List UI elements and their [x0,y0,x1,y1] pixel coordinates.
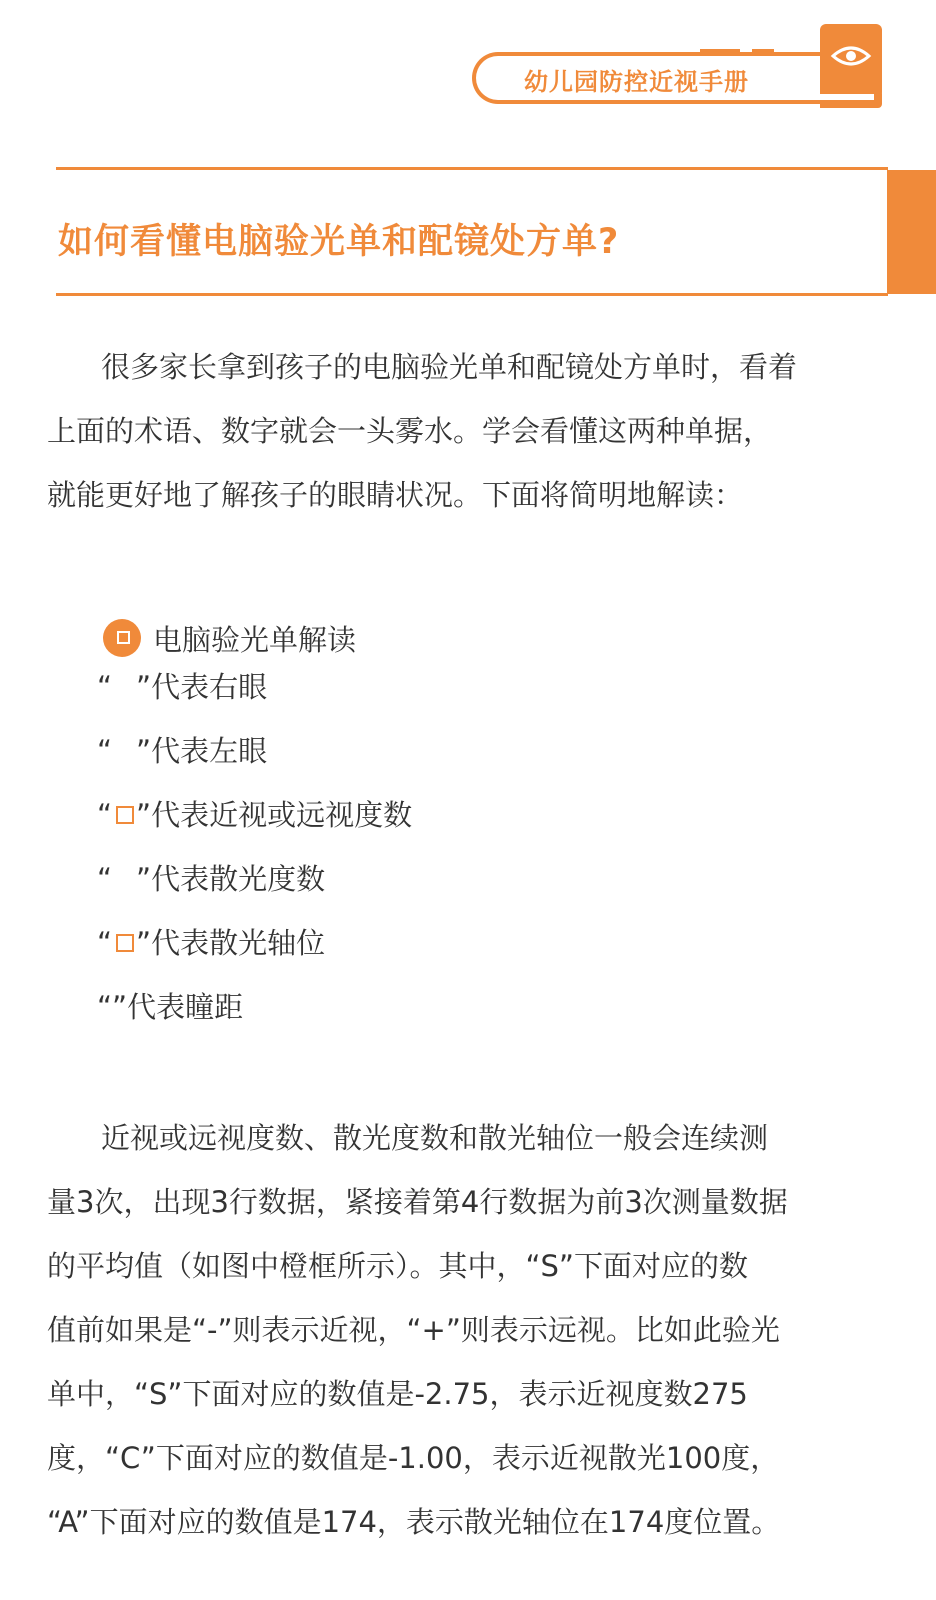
legend-text: 代表瞳距 [127,990,244,1024]
orange-box-icon [116,806,134,824]
badge-dash [700,49,740,53]
intro-line: 上面的术语、数字就会一头雾水。学会看懂这两种单据， [47,414,773,448]
legend-item: “ ”代表散光度数 [97,862,326,896]
legend-text: 代表右眼 [151,670,268,704]
orange-box-icon [116,934,134,952]
title-rule-top [56,167,888,170]
legend-text: 代表散光度数 [151,862,326,896]
intro-paragraph [47,335,892,527]
eye-book-icon [820,24,882,108]
badge-dash [752,49,774,53]
body-line: 量3次，出现3行数据，紧接着第4行数据为前3次测量数据 [47,1185,788,1219]
legend-item: “”代表瞳距 [97,990,244,1024]
body-line: “A”下面对应的数值是174，表示散光轴位在174度位置。 [47,1505,781,1539]
legend-text: 代表左眼 [151,734,268,768]
page-title: 如何看懂电脑验光单和配镜处方单? [58,222,620,262]
section-heading [103,613,356,663]
legend-text: 代表散光轴位 [151,926,326,960]
bullet-icon [103,619,141,657]
body-line: 值前如果是“-”则表示近视，“+”则表示远视。比如此验光 [47,1313,780,1347]
body-line: 的平均值（如图中橙框所示）。其中，“S”下面对应的数 [47,1249,748,1283]
intro-line: 很多家长拿到孩子的电脑验光单和配镜处方单时，看着 [101,350,798,384]
section-heading-text: 电脑验光单解读 [153,622,357,657]
title-tab [887,170,936,294]
legend-text: 代表近视或远视度数 [151,798,413,832]
legend-item: “ ”代表左眼 [97,734,268,768]
legend-item: “ ”代表近视或远视度数 [97,798,413,832]
header-badge-label: 幼儿园防控近视手册 [524,68,749,96]
body-line: 度，“C”下面对应的数值是-1.00，表示近视散光100度， [47,1441,780,1475]
body-line: 近视或远视度数、散光度数和散光轴位一般会连续测 [101,1121,769,1155]
body-paragraph [47,1106,892,1554]
legend-item: “ ”代表散光轴位 [97,926,326,960]
intro-line: 就能更好地了解孩子的眼睛状况。下面将简明地解读： [47,478,744,512]
legend-item: “ ”代表右眼 [97,670,268,704]
title-rule-bottom [56,293,888,296]
body-line: 单中，“S”下面对应的数值是-2.75，表示近视度数275 [47,1377,748,1411]
